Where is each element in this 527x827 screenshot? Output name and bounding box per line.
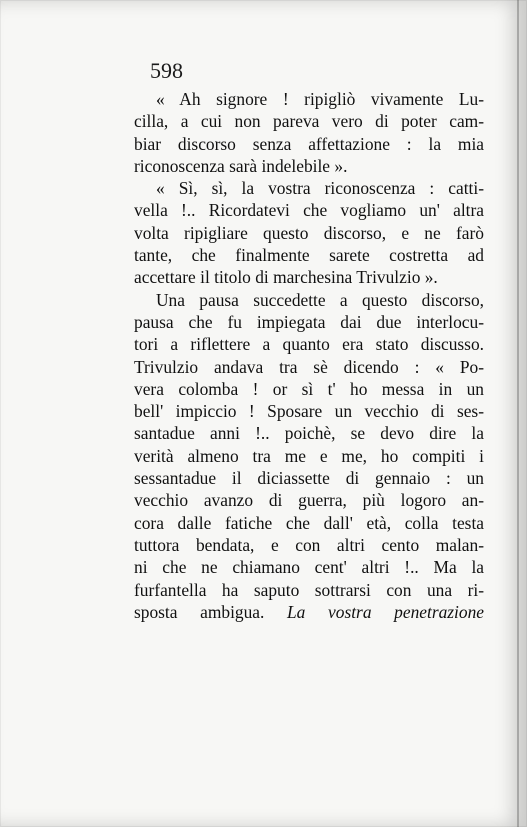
text-line: sessantadue il diciassette di gennaio : un [134, 468, 484, 489]
text-line: riconoscenza sarà indelebile ». [134, 155, 348, 176]
text-line: accettare il titolo di marchesina Trivulzio ». [134, 267, 438, 288]
page-number: 598 [150, 58, 183, 83]
text-line: furfantella ha saputo sottrarsi con una ri- [134, 579, 484, 600]
text-line: biar discorso senza affettazione : la mia [134, 133, 484, 154]
text-line: ni che ne chiamano cent' altri !.. Ma la [134, 557, 484, 578]
text-line-roman: sposta ambigua. [134, 601, 265, 622]
text-line: vera colomba ! or sì t' ho messa in un [134, 378, 484, 399]
text-line: cora dalle fatiche che dall' età, colla testa [134, 512, 484, 533]
text-line: cilla, a cui non pareva vero di poter cam- [134, 111, 484, 132]
text-line: bell' impiccio ! Sposare un vecchio di ses- [134, 401, 484, 422]
text-line: vella !.. Ricordatevi che vogliamo un' altra [134, 200, 484, 221]
text-line: vecchio avanzo di guerra, più logoro an- [134, 490, 484, 511]
text-line-italic: La vostra penetrazione [287, 601, 484, 622]
text-line: tuttora bendata, e con altri cento malan- [134, 534, 484, 555]
text-line: Una pausa succedette a questo discorso, [156, 289, 484, 310]
text-line: « Ah signore ! ripigliò vivamente Lu- [156, 89, 484, 109]
text-line-final [134, 601, 484, 623]
text-line: tori a riflettere a quanto era stato discusso. [134, 334, 484, 355]
text-line: santadue anni !.. poichè, se devo dire la [134, 423, 484, 444]
body-text [134, 88, 484, 623]
text-line: pausa che fu impiegata dai due interlocu- [134, 311, 484, 332]
text-line: Trivulzio andava tra sè dicendo : « Po- [134, 356, 484, 377]
page-edge-shadow [517, 0, 519, 827]
text-line: volta ripigliare questo discorso, e ne farò [134, 222, 484, 243]
text-line: tante, che finalmente sarete costretta ad [134, 245, 484, 266]
text-line: verità almeno tra me e me, ho compiti i [134, 445, 484, 466]
text-line: « Sì, sì, la vostra riconoscenza : catti- [156, 178, 484, 199]
